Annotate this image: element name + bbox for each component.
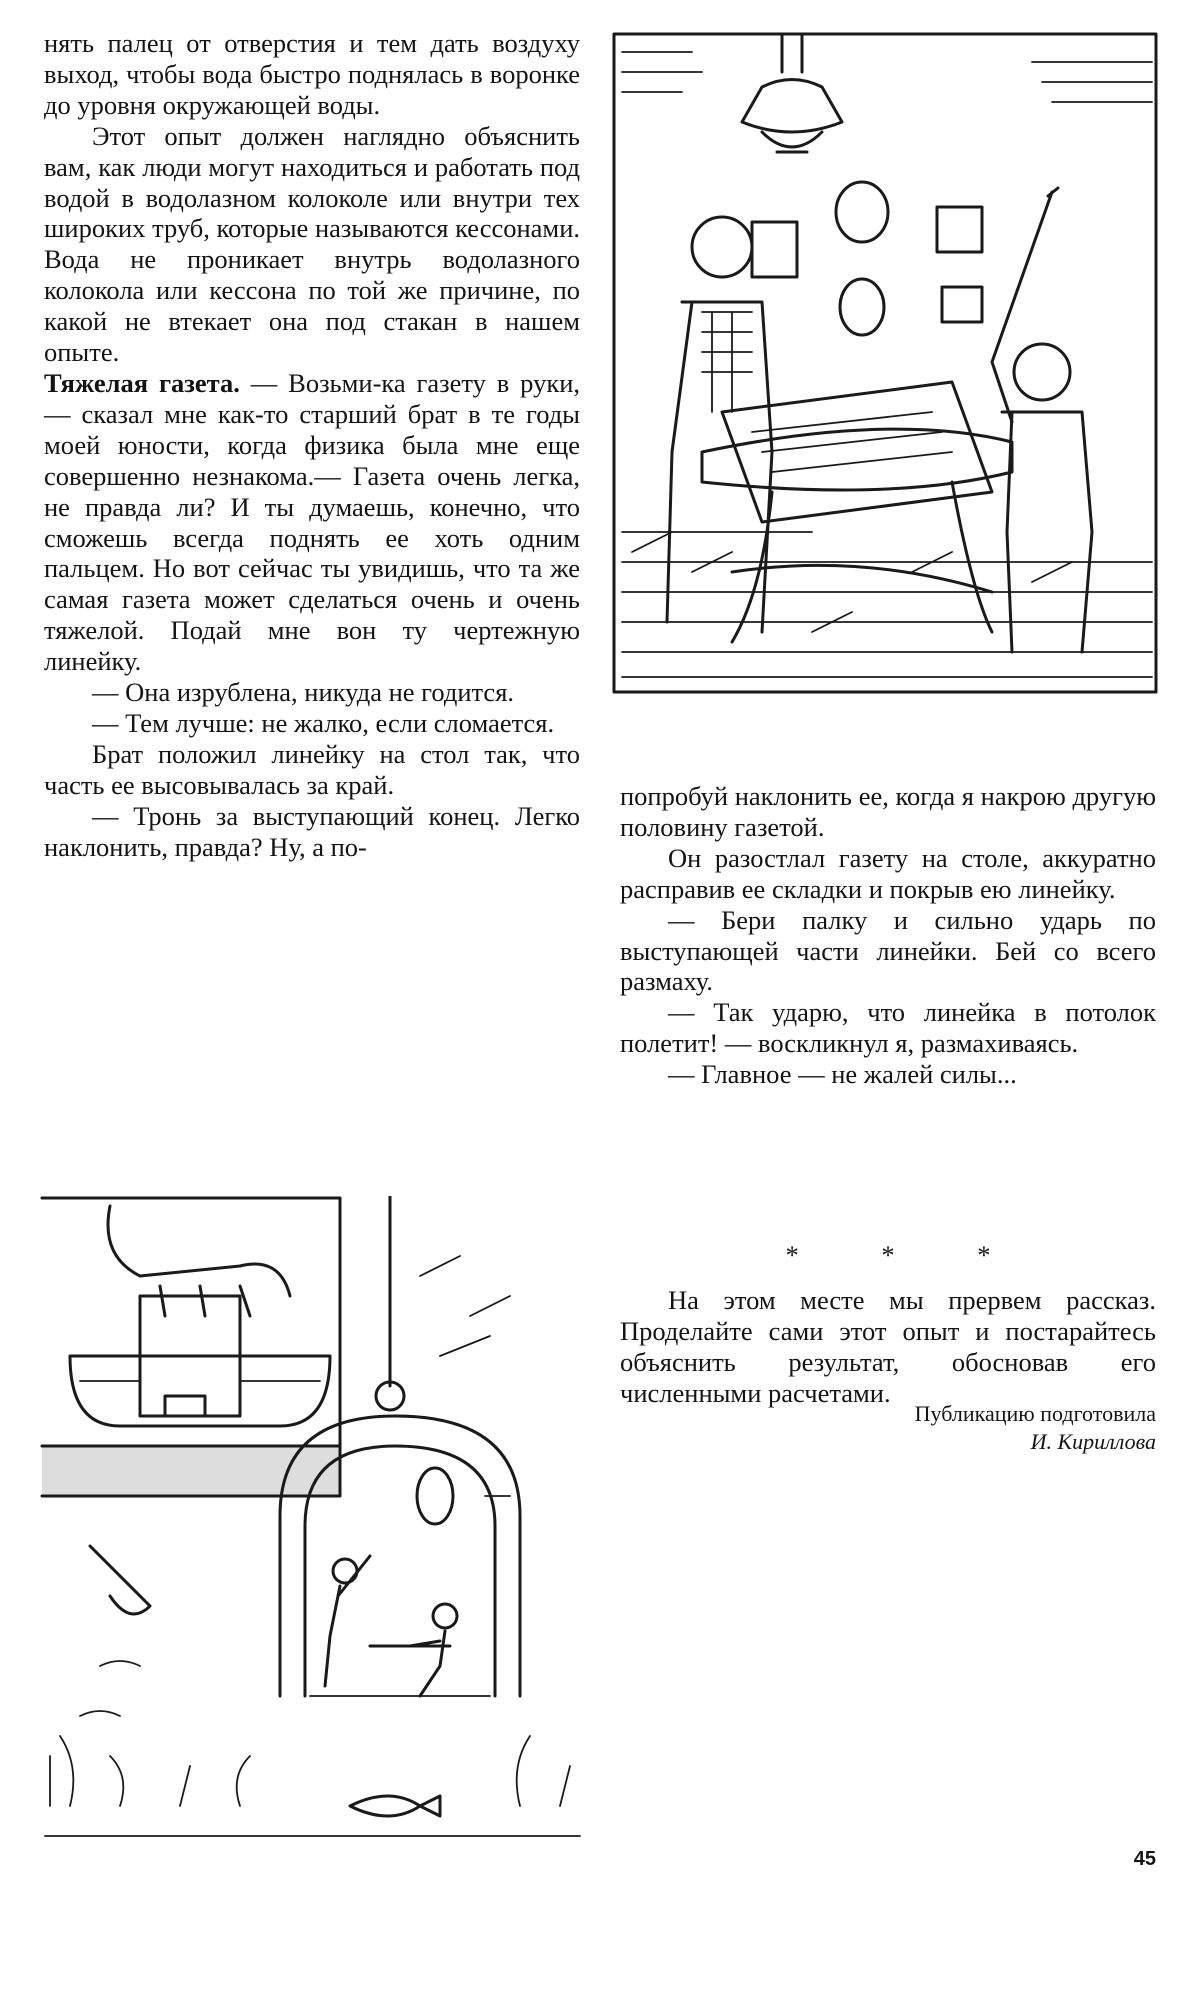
paragraph: Брат положил линейку на стол так, что часть ее высовывалась за край. [44, 738, 580, 800]
credit-name: И. Кириллова [1030, 1429, 1156, 1454]
illustration-newspaper-experiment [612, 32, 1158, 694]
illustration-diving-bell [40, 1196, 586, 1856]
paragraph: Этот опыт должен наглядно объяснить вам, как люди могут находиться и работать под водой в водолазном колоколе или внутри тех широких труб, которые называются кессонами. Вода не проникает внутрь водолазного колокола или кессона по той же причине, по какой не втекает она под стакан в нашем опыте. [44, 120, 580, 368]
section-paragraph [44, 368, 580, 677]
paragraph: нять палец от отверстия и тем дать воздуху выход, чтобы вода быстро поднялась в воронке до уровня окружающей воды. [44, 28, 580, 120]
paragraph: — Так ударю, что линейка в потолок полетит! — воскликнул я, размахиваясь. [620, 997, 1156, 1059]
diving-bell-underwater-icon [40, 1196, 586, 1856]
section-title: Тяжелая газета. [44, 367, 240, 398]
section-separator: * * * [785, 1240, 1029, 1270]
paragraph: Он разостлал газету на столе, аккуратно расправив ее складки и покрыв ею линейку. [620, 842, 1156, 904]
paragraph: — Бери палку и сильно ударь по выступающей части линейки. Бей со всего размаху. [620, 904, 1156, 997]
text-column-left [44, 28, 580, 862]
section-text: — Возьми-ка газету в руки,— сказал мне как-то старший брат в те годы моей юности, когда физика была мне еще совершенно незнакома.— Газета очень легка, не правда ли? И ты думаешь, конечно, что сможешь всегда поднять ее хоть одним пальцем. Но вот сейчас ты увидишь, что та же самая газета может сделаться очень и очень тяжелой. Подай мне вон ту чертежную линейку. [44, 367, 580, 677]
text-column-right-end [620, 1218, 1156, 1409]
paragraph: — Главное — не жалей силы... [668, 1059, 1017, 1090]
credit-line: Публикацию подготовила [914, 1401, 1156, 1426]
paragraph: — Тем лучше: не жалко, если сломается. [92, 707, 555, 738]
paragraph: — Она изрублена, никуда не годится. [92, 677, 515, 708]
closing-paragraph: На этом месте мы прервем рассказ. Проделайте сами этот опыт и постарайтесь объяснить результат, обосновав его численными расчетами. [620, 1284, 1156, 1408]
text-column-right [620, 781, 1156, 1090]
publication-credit [915, 1400, 1156, 1456]
two-figures-table-newspaper-icon [612, 32, 1158, 694]
page-number: 45 [1133, 1848, 1156, 1870]
paragraph: попробуй наклонить ее, когда я накрою другую половину газетой. [620, 781, 1156, 842]
paragraph: — Тронь за выступающий конец. Легко наклонить, правда? Ну, а по- [44, 800, 580, 862]
